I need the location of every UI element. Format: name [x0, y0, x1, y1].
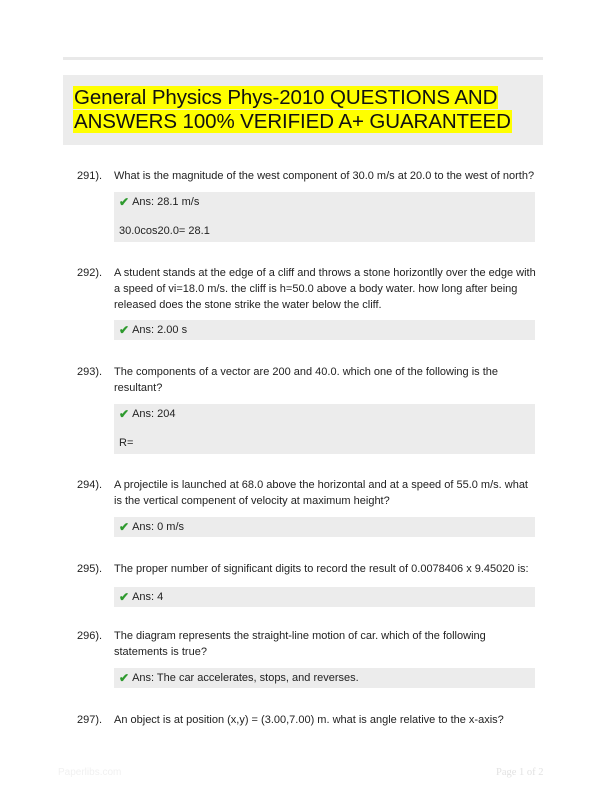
- question-item: [63, 628, 543, 688]
- question-item: [63, 712, 543, 728]
- answer-box: [114, 320, 535, 340]
- question-text: The proper number of significant digits to record the result of 0.0078406 x 9.45020 is:: [114, 563, 529, 575]
- check-icon: ✔: [119, 323, 130, 337]
- question-item: [63, 561, 543, 607]
- answer-box: [114, 668, 535, 688]
- question-number: 292).: [77, 267, 103, 279]
- question-item: [63, 477, 543, 537]
- question-text: The components of a vector are 200 and 40.0. which one of the following is the resultant?: [114, 366, 499, 394]
- check-icon: ✔: [119, 590, 130, 604]
- title-banner: [63, 75, 543, 145]
- check-icon: ✔: [119, 195, 130, 209]
- question-text: An object is at position (x,y) = (3.00,7.00) m. what is angle relative to the x-axis?: [114, 714, 504, 726]
- document-title: General Physics Phys-2010 QUESTIONS AND ANSWERS 100% VERIFIED A+ GUARANTEED: [74, 86, 511, 133]
- answer-explanation: R=: [119, 437, 134, 449]
- check-icon: ✔: [119, 520, 130, 534]
- check-icon: ✔: [119, 407, 130, 421]
- question-item: [63, 364, 543, 454]
- question-number: 294).: [77, 479, 103, 491]
- answer-text: Ans: 2.00 s: [132, 324, 188, 336]
- answer-text: Ans: The car accelerates, stops, and reverses.: [132, 672, 359, 684]
- question-number: 297).: [77, 714, 103, 726]
- answer-box: [114, 517, 535, 537]
- answer-box: [114, 192, 535, 242]
- question-number: 293).: [77, 366, 103, 378]
- footer-watermark: Paperlibs.com: [58, 767, 122, 778]
- question-item: [63, 168, 543, 242]
- question-number: 291).: [77, 170, 103, 182]
- question-number: 296).: [77, 630, 103, 642]
- question-item: [63, 265, 543, 340]
- question-text: A student stands at the edge of a cliff and throws a stone horizontlly over the edge with a speed of vi=18.0 m/s. the cliff is h=50.0 above a body water. how long after being released does the stone strike the water below the cliff.: [114, 267, 536, 311]
- answer-box: [114, 587, 535, 607]
- page-number: Page 1 of 2: [496, 767, 544, 778]
- question-number: 295).: [77, 563, 103, 575]
- question-text: A projectile is launched at 68.0 above the horizontal and at a speed of 55.0 m/s. what is the vertical compenent of velocity at maximum height?: [114, 479, 528, 507]
- answer-text: Ans: 28.1 m/s: [132, 196, 200, 208]
- check-icon: ✔: [119, 671, 130, 685]
- top-rule: [63, 57, 543, 60]
- answer-text: Ans: 0 m/s: [132, 521, 185, 533]
- answer-box: [114, 404, 535, 454]
- answer-text: Ans: 204: [132, 408, 176, 420]
- answer-text: Ans: 4: [132, 591, 164, 603]
- question-text: The diagram represents the straight-line motion of car. which of the following statements is true?: [114, 630, 486, 658]
- answer-explanation: 30.0cos20.0= 28.1: [119, 225, 210, 237]
- question-text: What is the magnitude of the west component of 30.0 m/s at 20.0 to the west of north?: [114, 170, 535, 182]
